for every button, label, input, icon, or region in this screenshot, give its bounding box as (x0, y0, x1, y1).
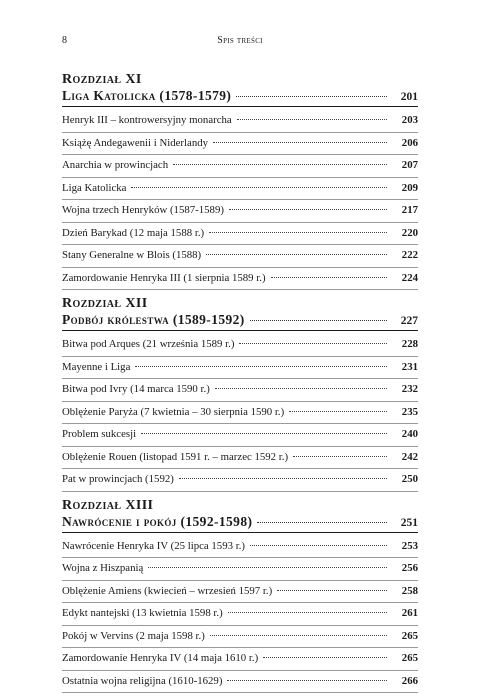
dot-leader (229, 209, 387, 210)
entry-page-number: 242 (401, 450, 418, 463)
chapter-page-number: 201 (400, 91, 418, 103)
entry-page-number: 232 (401, 383, 418, 395)
entry-title: Henryk III – kontrowersyjny monarcha (62, 114, 232, 126)
dot-leader (228, 612, 387, 613)
chapter-title-row (62, 514, 418, 533)
chapter-title: Liga Katolicka (1578-1579) (62, 88, 232, 103)
entry-title: Pat w prowincjach (1592) (62, 473, 174, 485)
chapter-section (62, 72, 418, 290)
entry-page-number: 250 (401, 473, 418, 485)
toc-entry (62, 581, 418, 604)
toc-entry (62, 558, 418, 581)
entry-title: Bitwa pod Arques (21 września 1589 r.) (62, 338, 235, 350)
chapter-section (62, 296, 418, 492)
chapter-label: Rozdział XII (62, 296, 148, 311)
chapter-label: Rozdział XIII (62, 497, 154, 513)
toc-entry (62, 626, 418, 649)
dot-leader (236, 96, 387, 97)
entry-title: Oblężenie Amiens (kwiecień – wrzesień 1597 r.) (62, 584, 273, 597)
entry-title: Oblężenie Paryża (7 kwietnia – 30 sierpnia 1590 r.) (62, 405, 285, 418)
dot-leader (263, 657, 387, 658)
table-of-contents (62, 72, 418, 699)
entry-title: Stany Generalne w Blois (1588) (62, 249, 202, 261)
dot-leader (289, 411, 387, 412)
entry-page-number: 235 (401, 405, 418, 418)
dot-leader (141, 433, 387, 434)
entry-title: Bitwa pod Ivry (14 marca 1590 r.) (62, 383, 210, 395)
dot-leader (237, 119, 387, 120)
dot-leader (215, 388, 387, 389)
entry-page-number: 265 (401, 629, 418, 642)
toc-entry (62, 245, 418, 268)
page-header (62, 35, 418, 49)
toc-entry (62, 603, 418, 626)
entry-page-number: 258 (401, 584, 418, 597)
entry-title: Anarchia w prowincjach (62, 159, 169, 171)
toc-entry (62, 648, 418, 671)
entry-page-number: 209 (401, 181, 418, 194)
toc-entry (62, 447, 418, 470)
chapter-page-number: 251 (400, 516, 418, 529)
toc-entry (62, 268, 418, 291)
entry-page-number: 206 (401, 136, 418, 149)
dot-leader (209, 232, 387, 233)
entry-title: Zamordowanie Henryka III (1 sierpnia 1589 r.) (62, 271, 266, 284)
toc-entry (62, 424, 418, 447)
entry-page-number: 203 (401, 114, 418, 126)
dot-leader (131, 187, 387, 188)
page-number: 8 (62, 35, 67, 46)
entry-title: Nawrócenie Henryka IV (25 lipca 1593 r.) (62, 539, 245, 552)
toc-entry (62, 379, 418, 402)
dot-leader (179, 478, 387, 479)
dot-leader (213, 142, 387, 143)
dot-leader (257, 522, 387, 523)
entry-title: Pokój w Vervins (2 maja 1598 r.) (62, 629, 205, 642)
entry-title: Dzień Barykad (12 maja 1588 r.) (62, 226, 205, 239)
dot-leader (210, 635, 387, 636)
entry-page-number: 224 (401, 271, 418, 284)
entry-title: Zamordowanie Henryka IV (14 maja 1610 r.) (62, 652, 259, 664)
toc-entry (62, 110, 418, 133)
toc-entry (62, 155, 418, 178)
entry-page-number: 231 (401, 360, 418, 373)
dot-leader (227, 680, 387, 681)
toc-entry (62, 671, 418, 694)
chapter-title-row (62, 88, 418, 107)
chapter-label: Rozdział XI (62, 72, 142, 87)
entry-page-number: 222 (401, 249, 418, 261)
chapter-page-number: 227 (400, 315, 418, 327)
entry-title: Ostatnia wojna religijna (1610-1629) (62, 674, 223, 687)
entry-page-number: 256 (401, 562, 418, 574)
entry-title: Edykt nantejski (13 kwietnia 1598 r.) (62, 607, 223, 619)
toc-entry (62, 334, 418, 357)
toc-entry (62, 402, 418, 425)
entry-page-number: 228 (401, 338, 418, 350)
chapter-title: Podbój królestwa (1589-1592) (62, 312, 245, 327)
dot-leader (239, 343, 387, 344)
toc-entry (62, 357, 418, 380)
entry-page-number: 207 (401, 159, 418, 171)
toc-entry (62, 536, 418, 559)
dot-leader (250, 320, 387, 321)
entry-title: Książę Andegawenii i Niderlandy (62, 136, 209, 149)
entry-title: Liga Katolicka (62, 181, 127, 194)
entry-page-number: 265 (401, 652, 418, 664)
dot-leader (293, 456, 387, 457)
entry-page-number: 220 (401, 226, 418, 239)
toc-entry (62, 178, 418, 201)
chapter-section (62, 498, 418, 694)
entry-title: Wojna z Hiszpanią (62, 562, 144, 574)
entry-page-number: 266 (401, 674, 418, 687)
toc-entry (62, 133, 418, 156)
entry-page-number: 253 (401, 539, 418, 552)
entry-title: Mayenne i Liga (62, 360, 131, 373)
chapter-title-row (62, 312, 418, 331)
entry-page-number: 240 (401, 428, 418, 440)
entry-page-number: 261 (401, 607, 418, 619)
chapter-title: Nawrócenie i pokój (1592-1598) (62, 513, 253, 529)
dot-leader (277, 590, 387, 591)
entry-title: Wojna trzech Henryków (1587-1589) (62, 204, 224, 216)
dot-leader (173, 164, 387, 165)
dot-leader (271, 277, 387, 278)
running-title: Spis treści (217, 35, 263, 46)
toc-entry (62, 469, 418, 492)
entry-title: Oblężenie Rouen (listopad 1591 r. – marzec 1592 r.) (62, 450, 289, 463)
toc-entry (62, 223, 418, 246)
dot-leader (135, 366, 387, 367)
toc-entry (62, 200, 418, 223)
entry-page-number: 217 (401, 204, 418, 216)
dot-leader (250, 545, 387, 546)
dot-leader (206, 254, 387, 255)
entry-title: Problem sukcesji (62, 428, 137, 440)
dot-leader (148, 567, 387, 568)
